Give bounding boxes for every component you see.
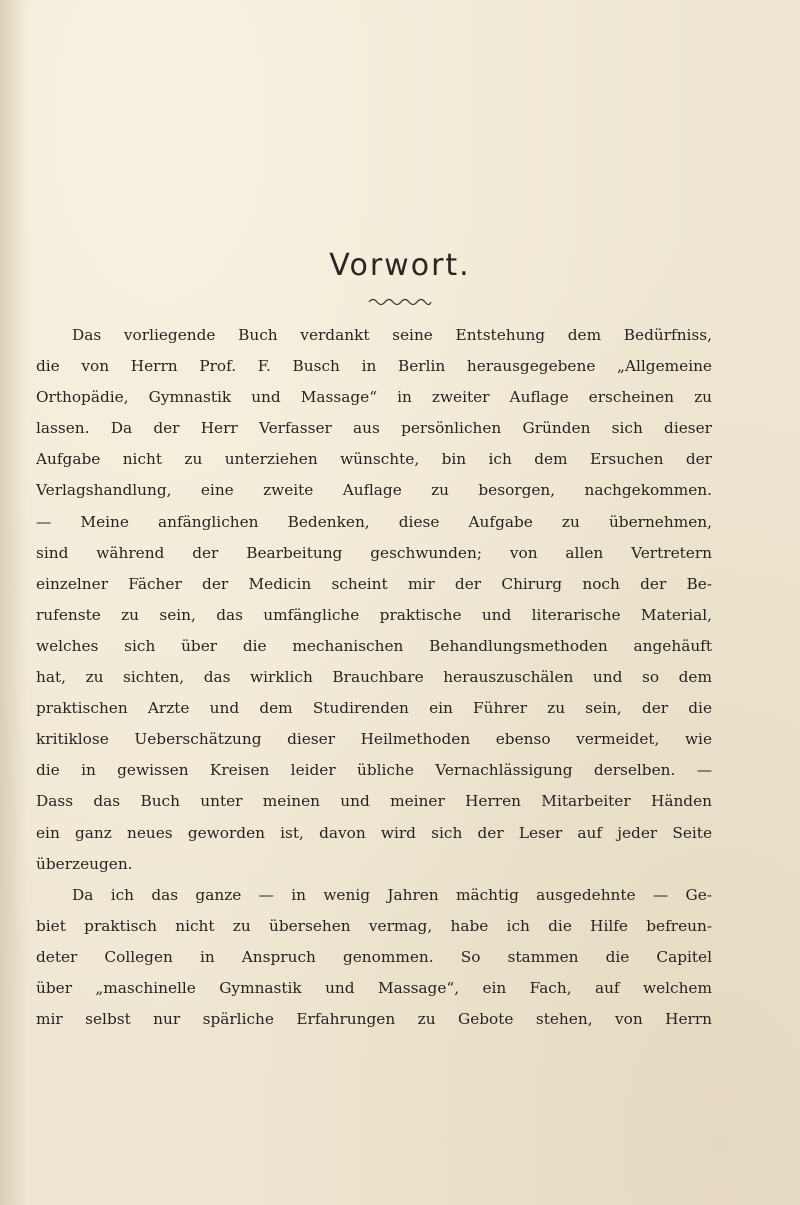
text-line: Verlagshandlung, eine zweite Auflage zu besorgen, nachgekommen. <box>36 481 712 500</box>
text-line: sind während der Bearbeitung geschwunden; von allen Vertretern <box>36 543 712 562</box>
text-line: überzeugen. <box>36 854 133 873</box>
text-line: die in gewissen Kreisen leider übliche Vernachlässigung derselben. — <box>36 761 712 780</box>
text-line: die von Herrn Prof. F. Busch in Berlin herausgegebene „Allgemeine <box>36 357 712 376</box>
page-gutter-shadow <box>0 0 28 1205</box>
text-line: welches sich über die mechanischen Behandlungsmethoden angehäuft <box>36 636 712 655</box>
page-title: Vorwort. <box>329 248 471 283</box>
text-line: Dass das Buch unter meinen und meiner Herren Mitarbeiter Händen <box>36 792 712 811</box>
text-line: lassen. Da der Herr Verfasser aus persönlichen Gründen sich dieser <box>36 419 712 438</box>
text-line: rufenste zu sein, das umfängliche praktische und literarische Material, <box>36 605 712 624</box>
text-line: praktischen Arzte und dem Studirenden ein Führer zu sein, der die <box>36 699 712 718</box>
text-line: biet praktisch nicht zu übersehen vermag, habe ich die Hilfe befreun- <box>36 916 712 935</box>
preface-text <box>36 320 712 1035</box>
text-line: Aufgabe nicht zu unterziehen wünschte, bin ich dem Ersuchen der <box>36 450 712 469</box>
text-line: mir selbst nur spärliche Erfahrungen zu Gebote stehen, von Herrn <box>36 1010 712 1029</box>
text-line: Da ich das ganze — in wenig Jahren mächtig ausgedehnte — Ge- <box>72 885 712 904</box>
text-line: ein ganz neues geworden ist, davon wird sich der Leser auf jeder Seite <box>36 823 712 842</box>
text-line: Das vorliegende Buch verdankt seine Entstehung dem Bedürfniss, <box>72 326 712 344</box>
text-line: — Meine anfänglichen Bedenken, diese Aufgabe zu übernehmen, <box>36 512 712 531</box>
wavy-ornament-icon <box>367 296 433 306</box>
text-line: über „maschinelle Gymnastik und Massage“, ein Fach, auf welchem <box>36 978 712 997</box>
text-line: hat, zu sichten, das wirklich Brauchbare herauszuschälen und so dem <box>36 668 712 687</box>
text-line: einzelner Fächer der Medicin scheint mir der Chirurg noch der Be- <box>36 574 712 593</box>
text-line: Orthopädie, Gymnastik und Massage“ in zweiter Auflage erscheinen zu <box>36 388 712 407</box>
text-line: kritiklose Ueberschätzung dieser Heilmethoden ebenso vermeidet, wie <box>36 730 712 749</box>
text-line: deter Collegen in Anspruch genommen. So stammen die Capitel <box>36 947 712 966</box>
